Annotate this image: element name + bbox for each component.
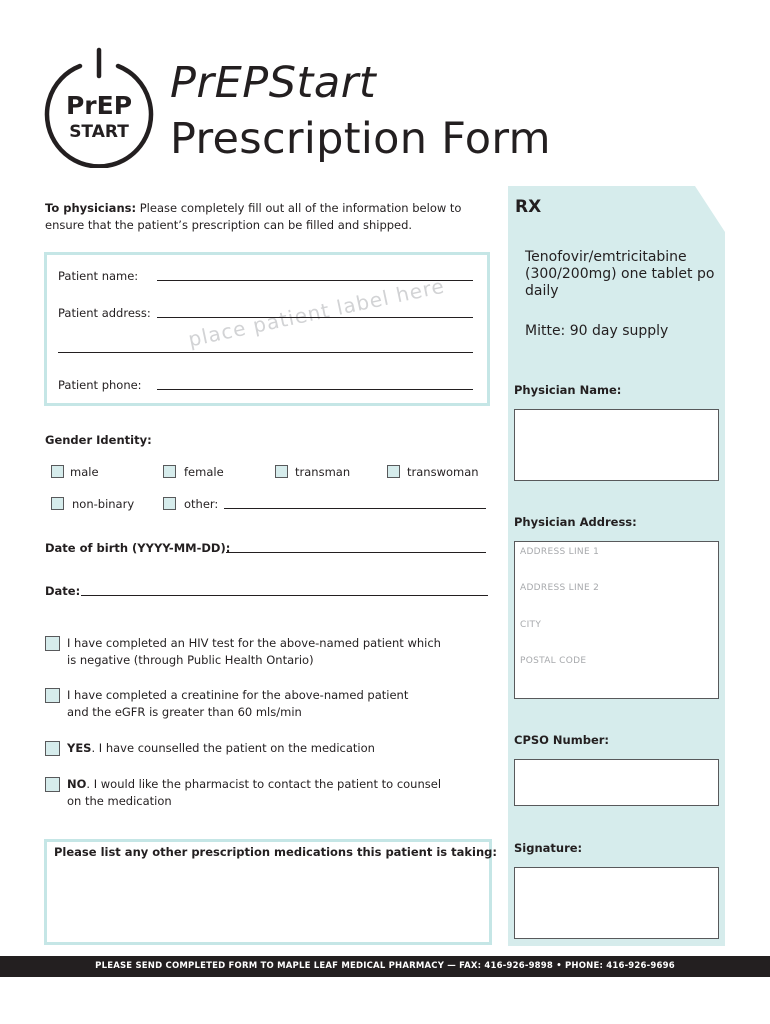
- date-field[interactable]: [81, 595, 488, 596]
- no-bold: NO: [67, 777, 87, 791]
- no-text-2: on the medication: [67, 794, 172, 808]
- footer-contact-bar: PLEASE SEND COMPLETED FORM TO MAPLE LEAF MEDICAL PHARMACY — FAX: 416-926-9898 • PHONE: 416-926-9696: [0, 956, 770, 977]
- physician-address-field[interactable]: [514, 541, 719, 699]
- creatinine-statement: [67, 687, 408, 721]
- checkbox-transman[interactable]: [275, 465, 288, 478]
- transwoman-label: transwoman: [407, 465, 479, 479]
- other-label: other:: [184, 497, 219, 511]
- rx-title: RX: [515, 197, 542, 217]
- no-statement: [67, 776, 441, 810]
- female-label: female: [184, 465, 224, 479]
- checkbox-hiv-test[interactable]: [45, 636, 60, 651]
- gender-identity-label: Gender Identity:: [45, 433, 152, 447]
- patient-address-label: Patient address:: [58, 306, 151, 320]
- logo-text-start: START: [69, 122, 129, 142]
- checkbox-other[interactable]: [163, 497, 176, 510]
- signature-label: Signature:: [514, 841, 583, 855]
- hiv-line-1: I have completed an HIV test for the above-named patient which: [67, 636, 441, 650]
- checkbox-yes-counselled[interactable]: [45, 741, 60, 756]
- checkbox-no-pharmacist[interactable]: [45, 777, 60, 792]
- signature-field[interactable]: [514, 867, 719, 939]
- male-label: male: [70, 465, 99, 479]
- hiv-test-statement: [67, 635, 441, 669]
- hiv-line-2: is negative (through Public Health Ontario): [67, 653, 314, 667]
- dob-label: Date of birth (YYYY-MM-DD):: [45, 541, 231, 555]
- physician-name-label: Physician Name:: [514, 383, 622, 397]
- prepstart-logo: [44, 46, 154, 168]
- cpso-number-label: CPSO Number:: [514, 733, 610, 747]
- checkbox-creatinine[interactable]: [45, 688, 60, 703]
- dob-field[interactable]: [226, 552, 486, 553]
- address-line-1-placeholder: ADDRESS LINE 1: [520, 547, 600, 557]
- postal-code-placeholder: POSTAL CODE: [520, 656, 587, 666]
- form-title: Prescription Form: [170, 114, 551, 164]
- checkbox-male[interactable]: [51, 465, 64, 478]
- form-title-brand: PrEPStart: [170, 58, 377, 108]
- patient-label-watermark: place patient label here: [186, 273, 447, 352]
- patient-name-field[interactable]: [157, 280, 473, 281]
- physician-address-label: Physician Address:: [514, 515, 637, 529]
- patient-address-field-1[interactable]: [157, 317, 473, 318]
- other-medications-label: Please list any other prescription medications this patient is taking:: [54, 845, 498, 859]
- patient-phone-field[interactable]: [157, 389, 473, 390]
- checkbox-transwoman[interactable]: [387, 465, 400, 478]
- non-binary-label: non-binary: [72, 497, 135, 511]
- date-label: Date:: [45, 584, 81, 598]
- yes-bold: YES: [67, 741, 92, 755]
- intro-text: [45, 200, 465, 234]
- cpso-number-field[interactable]: [514, 759, 719, 806]
- other-gender-field[interactable]: [224, 508, 486, 509]
- creat-line-1: I have completed a creatinine for the above-named patient: [67, 688, 409, 702]
- intro-body: Please completely fill out all of the information below to ensure that the patient’s prescription can be filled and shipped.: [45, 201, 462, 232]
- city-placeholder: CITY: [520, 620, 542, 630]
- intro-bold: To physicians:: [45, 201, 137, 215]
- address-line-2-placeholder: ADDRESS LINE 2: [520, 583, 600, 593]
- logo-text-prep: PrEP: [65, 91, 133, 120]
- rx-mitte: Mitte: 90 day supply: [525, 323, 669, 339]
- patient-address-field-2[interactable]: [58, 352, 473, 353]
- rx-drug: Tenofovir/emtricitabine (300/200mg) one tablet po daily: [525, 249, 715, 299]
- yes-statement: [67, 740, 375, 757]
- physician-name-field[interactable]: [514, 409, 719, 481]
- patient-name-label: Patient name:: [58, 269, 139, 283]
- checkbox-female[interactable]: [163, 465, 176, 478]
- checkbox-non-binary[interactable]: [51, 497, 64, 510]
- patient-phone-label: Patient phone:: [58, 378, 142, 392]
- creat-line-2: and the eGFR is greater than 60 mls/min: [67, 705, 302, 719]
- transman-label: transman: [295, 465, 351, 479]
- no-text-1: . I would like the pharmacist to contact the patient to counsel: [86, 777, 442, 791]
- yes-text: . I have counselled the patient on the medication: [91, 741, 375, 755]
